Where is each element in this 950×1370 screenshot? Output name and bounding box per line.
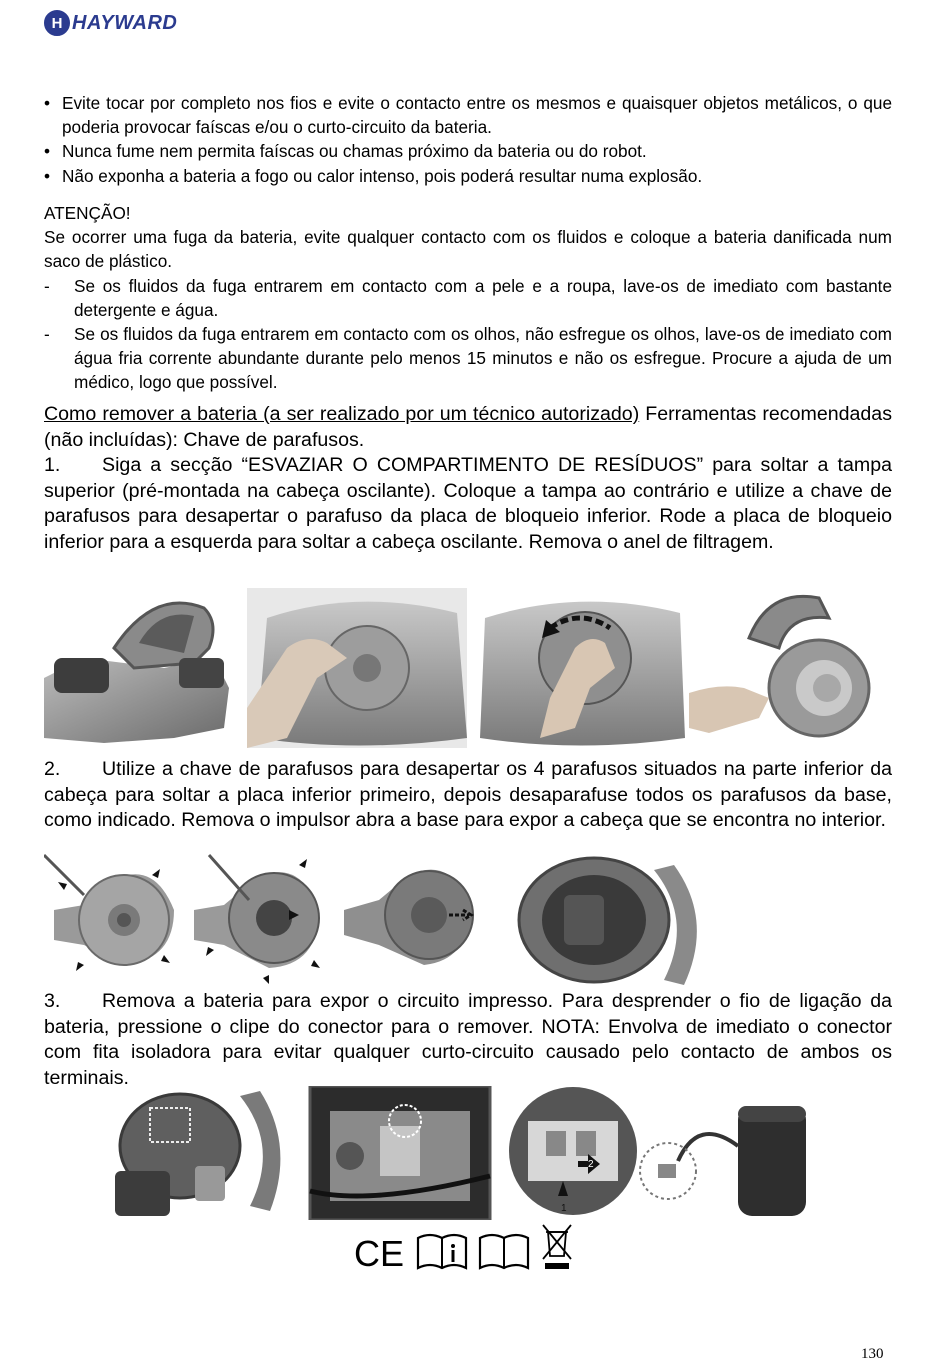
page-number: 130: [861, 1346, 884, 1362]
circuit-board-photo: [310, 1086, 490, 1220]
step-3-photos: [110, 1086, 810, 1220]
bullet-item: • Evite tocar por completo nos fios e evite o contacto entre os mesmos e quaisquer objetos metálicos, o que poderia provocar faíscas e/ou o curto-circuito da bateria.: [44, 93, 892, 138]
svg-text:CE: CE: [354, 1234, 405, 1270]
info-manual-icon: [416, 1232, 468, 1270]
safety-bullets: [44, 91, 892, 188]
weee-bin-icon: [540, 1222, 574, 1270]
read-manual-icon: [478, 1232, 530, 1270]
rotate-plate-photo: [480, 602, 685, 746]
warning-item: - Se os fluidos da fuga entrarem em contacto com os olhos, não esfregue os olhos, lave-os de imediato com água fria corrente abundante durante pelo menos 15 minutos e não os esfregue. Procure a ajuda de um médico, logo que possível.: [44, 324, 892, 393]
base-screws-photo: [44, 855, 174, 971]
bullet-item: • Não exponha a bateria a fogo ou calor intenso, pois poderá resultar numa explosão.: [44, 165, 703, 186]
warning-title: ATENÇÃO!: [44, 203, 131, 223]
base-screws-photo-2: [194, 855, 320, 984]
open-head-photo: [519, 858, 697, 985]
ce-mark-icon: [354, 1234, 406, 1270]
battery-pack-photo: [640, 1106, 806, 1216]
warning-item: - Se os fluidos da fuga entrarem em contacto com a pele e a roupa, lave-os de imediato com bastante detergente e água.: [44, 275, 892, 320]
compliance-icons: [354, 1222, 574, 1270]
warning-block: [44, 201, 892, 395]
callout-1: 1: [561, 1203, 567, 1214]
logo-text: HAYWARD: [72, 11, 178, 34]
robot-photo: [44, 603, 229, 743]
section-tools: Ferramentas recomendadas (não incluídas): Chave de parafusos.: [44, 403, 892, 451]
callout-2: 2: [588, 1159, 594, 1170]
oscillating-head-photo: [689, 596, 869, 736]
section-title: Como remover a bateria (a ser realizado por um técnico autorizado): [44, 403, 640, 425]
step-1-photos: [44, 588, 894, 748]
step-1: 1. Siga a secção “ESVAZIAR O COMPARTIMENTO DE RESÍDUOS” para soltar a tampa superior (pré-montada na cabeça oscilante). Coloque a tampa ao contrário e utilize a chave de parafusos para desapertar o parafuso da placa de bloqueio inferior. Rode a placa de bloqueio inferior para a esquerda para soltar a cabeça oscilante. Remova o anel de filtragem.: [44, 454, 892, 553]
step-3: 3. Remova a bateria para expor o circuito impresso. Para desprender o fio de ligação da bateria, pressione o clipe do conector para o remover. NOTA: Envolva de imediato o conector com fita isoladora para evitar qualquer curto-circuito causado pelo contacto de ambos os terminais.: [44, 990, 892, 1089]
bullet-item: • Nunca fume nem permita faíscas ou chamas próximo da bateria ou do robot.: [44, 141, 647, 162]
step-2-photos: [44, 850, 704, 990]
warning-intro: Se ocorrer uma fuga da bateria, evite qualquer contacto com os fluidos e coloque a bateria danificada num saco de plástico.: [44, 227, 892, 272]
section-heading: [44, 402, 892, 453]
hayward-logo: [44, 10, 177, 36]
step-2: 2. Utilize a chave de parafusos para desapertar os 4 parafusos situados na parte inferior da cabeça para soltar a placa inferior primeiro, depois desaparafuse todos os parafusos da base, como indicado. Remova o impulsor abra a base para expor a cabeça que se encontra no interior.: [44, 758, 892, 832]
impeller-photo: [344, 870, 473, 965]
battery-compartment-photo: [115, 1091, 280, 1216]
connector-clip-photo: [509, 1087, 637, 1215]
logo-mark: H: [44, 10, 70, 36]
base-hand-photo: [247, 588, 467, 748]
